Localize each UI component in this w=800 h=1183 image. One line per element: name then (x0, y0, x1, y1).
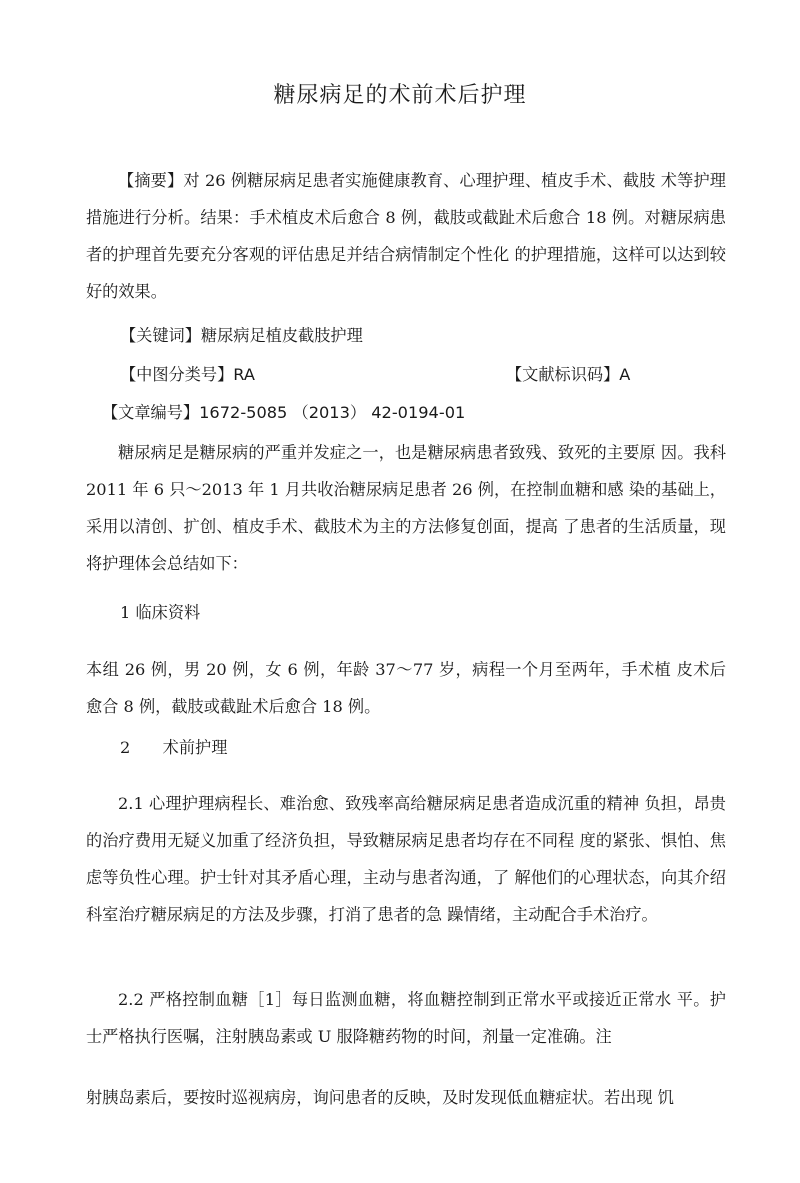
section2-1-paragraph: 2.1 心理护理病程长、难治愈、致残率高给糖尿病足患者造成沉重的精神 负担，昂贵的治疗费用无疑义加重了经济负担，导致糖尿病足患者均存在不同程 度的紧张、惧怕、焦虑等负性心理。护士针对其矛盾心理，主动与患者沟通，了 解他们的心理状态，向其介绍科室治疗糖尿病足的方法及步骤，打消了患者的急 躁情绪，主动配合手术治疗。 (86, 794, 726, 924)
section2-2-continuation: 射胰岛素后，要按时巡视病房，询问患者的反映，及时发现低血糖症状。若出现 饥 (86, 1088, 674, 1107)
article-number: 【文章编号】1672-5085 （2013） 42-0194-01 (102, 403, 466, 422)
section2-heading: 2 术前护理 (120, 738, 228, 757)
intro-paragraph: 糖尿病足是糖尿病的严重并发症之一，也是糖尿病患者致残、致死的主要原 因。我科 2011 年 6 只～2013 年 1 月共收治糖尿病足患者 26 例，在控制血糖和感 染的基础上，采用以清创、扩创、植皮手术、截肢术为主的方法修复创面，提高 了患者的生活质量，现将护理体会总结如下： (86, 443, 726, 573)
clc-number: 【中图分类号】RA (120, 365, 255, 384)
document-code: 【文献标识码】A (506, 365, 631, 384)
section1-heading: 1 临床资料 (120, 603, 201, 622)
abstract-paragraph: 【摘要】对 26 例糖尿病足患者实施健康教育、心理护理、植皮手术、截肢 术等护理措施进行分析。结果：手术植皮术后愈合 8 例，截肢或截趾术后愈合 18 例。对糖尿病患者的护理首先要充分客观的评估患足并结合病情制定个性化 的护理措施，这样可以达到较好的效果。 (86, 171, 726, 301)
section2-2-paragraph: 2.2 严格控制血糖［1］每日监测血糖，将血糖控制到正常水平或接近正常水 平。护士严格执行医嘱，注射胰岛素或 U 服降糖药物的时间，剂量一定准确。注 (86, 990, 726, 1046)
section1-body: 本组 26 例，男 20 例，女 6 例，年龄 37～77 岁，病程一个月至两年，手术植 皮术后愈合 8 例，截肢或截趾术后愈合 18 例。 (86, 660, 726, 716)
document-title: 糖尿病足的术前术后护理 (273, 83, 527, 108)
keywords-line: 【关键词】糖尿病足植皮截肢护理 (120, 326, 363, 345)
